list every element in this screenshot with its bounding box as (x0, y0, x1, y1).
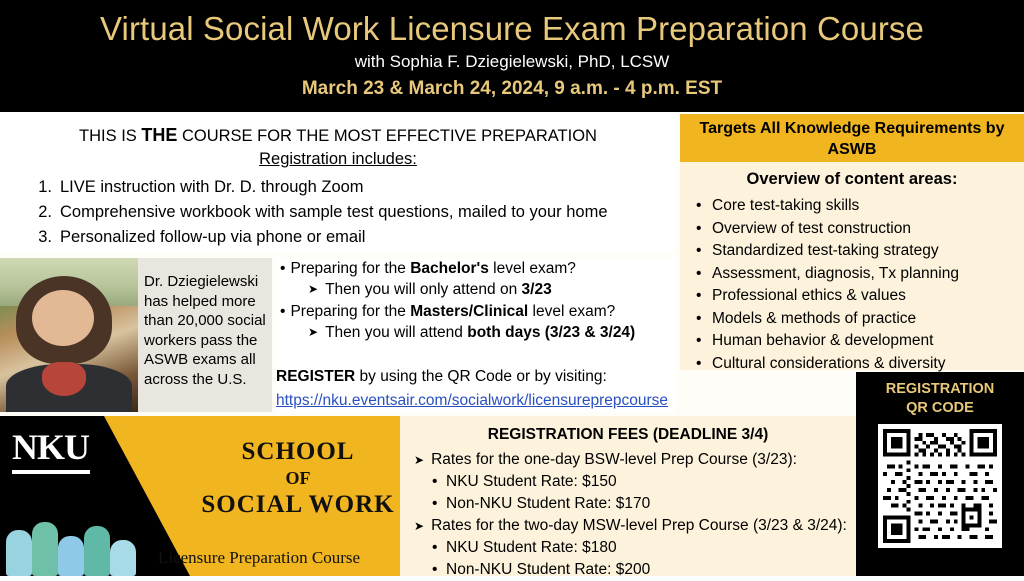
answer-pre: Then you will attend (325, 324, 468, 341)
nku-logo-text: NKU (12, 427, 89, 467)
list-item: • Standardized test-taking strategy (680, 240, 1024, 263)
fee-row: • Non-NKU Student Rate: $170 (400, 493, 856, 515)
question-pre: Preparing for the (290, 260, 411, 277)
school-line-1: SCHOOL (241, 438, 355, 465)
register-text: by using the QR Code or by visiting: (355, 368, 607, 385)
page-title: Virtual Social Work Licensure Exam Preparation Course (100, 10, 924, 47)
exam-level-question (276, 301, 676, 322)
fee-row: • Non-NKU Student Rate: $200 (400, 559, 856, 581)
fees-list (400, 449, 856, 581)
tagline-post: COURSE FOR THE MOST EFFECTIVE PREPARATION (177, 127, 597, 145)
header-banner (0, 0, 1024, 112)
question-post: level exam? (528, 303, 616, 320)
registration-includes-text: Registration includes: (259, 150, 417, 168)
qr-panel (856, 372, 1024, 576)
tagline-strong: THE (141, 125, 178, 145)
presenter-line: with Sophia F. Dziegielewski, PhD, LCSW (354, 52, 670, 71)
exam-level-answer (276, 322, 676, 344)
school-line-3: SOCIAL WORK (201, 491, 395, 518)
exam-level-answer (276, 279, 676, 301)
list-item: • Human behavior & development (680, 330, 1024, 353)
list-item (30, 200, 676, 225)
presenter-caption: Dr. Dziegielewski has helped more than 20,000 social workers pass the ASWB exams all across the U.S. (144, 273, 266, 388)
nku-logo-bar (12, 470, 90, 474)
course-dates: March 23 & March 24, 2024, 9 a.m. - 4 p.m. EST (301, 78, 723, 99)
intro-section (0, 112, 676, 252)
list-text: LIVE instruction with Dr. D. through Zoom (60, 178, 364, 196)
question-strong: Masters/Clinical (410, 303, 529, 320)
presenter-photo (0, 258, 138, 412)
fees-title: REGISTRATION FEES (DEADLINE 3/4) (487, 426, 769, 443)
presenter-block (0, 258, 272, 412)
list-number: 2. (38, 203, 52, 221)
question-pre: Preparing for the (290, 303, 411, 320)
register-section (276, 366, 696, 412)
list-text: Personalized follow-up via phone or email (60, 228, 366, 246)
fees-section (400, 416, 856, 576)
qr-code-icon (883, 429, 997, 543)
nku-logo (12, 426, 90, 474)
nku-branding-block (0, 416, 400, 576)
list-number: 3. (38, 228, 52, 246)
tagline (0, 112, 676, 147)
school-line-2: OF (285, 468, 311, 488)
school-name (200, 438, 396, 519)
answer-post: days (3/23 & 3/24) (500, 324, 636, 341)
exam-level-question (276, 258, 676, 279)
fee-row: • NKU Student Rate: $150 (400, 471, 856, 493)
answer-pre: Then you will only attend on (325, 281, 522, 298)
qr-title-line2: QR CODE (906, 400, 974, 416)
knowledge-banner: Targets All Knowledge Requirements by ASWB (680, 114, 1024, 162)
list-item: • Models & methods of practice (680, 308, 1024, 331)
fee-group-heading: ➤ Rates for the one-day BSW-level Prep Course (3/23): (400, 449, 856, 471)
qr-title-line1: REGISTRATION (885, 381, 995, 397)
registration-includes-heading (0, 147, 676, 170)
school-subtitle: Licensure Preparation Course (157, 548, 361, 567)
list-item: • Assessment, diagnosis, Tx planning (680, 263, 1024, 286)
answer-strong: 3/23 (521, 281, 552, 298)
tagline-pre: THIS IS (79, 127, 142, 145)
qr-code[interactable] (878, 424, 1002, 548)
registration-link[interactable]: https://nku.eventsair.com/socialwork/licensureprepcourse (276, 392, 668, 409)
list-item (30, 175, 676, 200)
fee-group-heading: ➤ Rates for the two-day MSW-level Prep Course (3/23 & 3/24): (400, 515, 856, 537)
list-item: • Cultural considerations & diversity (680, 353, 1024, 376)
content-areas-list (680, 195, 1024, 375)
answer-strong: both (467, 324, 501, 341)
question-strong: Bachelor's (410, 260, 489, 277)
list-text: Comprehensive workbook with sample test questions, mailed to your home (60, 203, 608, 221)
register-label: REGISTER (276, 368, 356, 385)
list-item: • Professional ethics & values (680, 285, 1024, 308)
list-item: • Overview of test construction (680, 218, 1024, 241)
fee-row: • NKU Student Rate: $180 (400, 537, 856, 559)
content-areas-title: Overview of content areas: (746, 170, 958, 188)
list-number: 1. (38, 178, 52, 196)
photo-scarf (42, 362, 86, 396)
content-areas-box (680, 162, 1024, 370)
list-item (30, 225, 676, 250)
list-item: • Core test-taking skills (680, 195, 1024, 218)
question-post: level exam? (488, 260, 576, 277)
registration-includes-list (0, 175, 676, 250)
photo-face-inner (32, 290, 94, 346)
